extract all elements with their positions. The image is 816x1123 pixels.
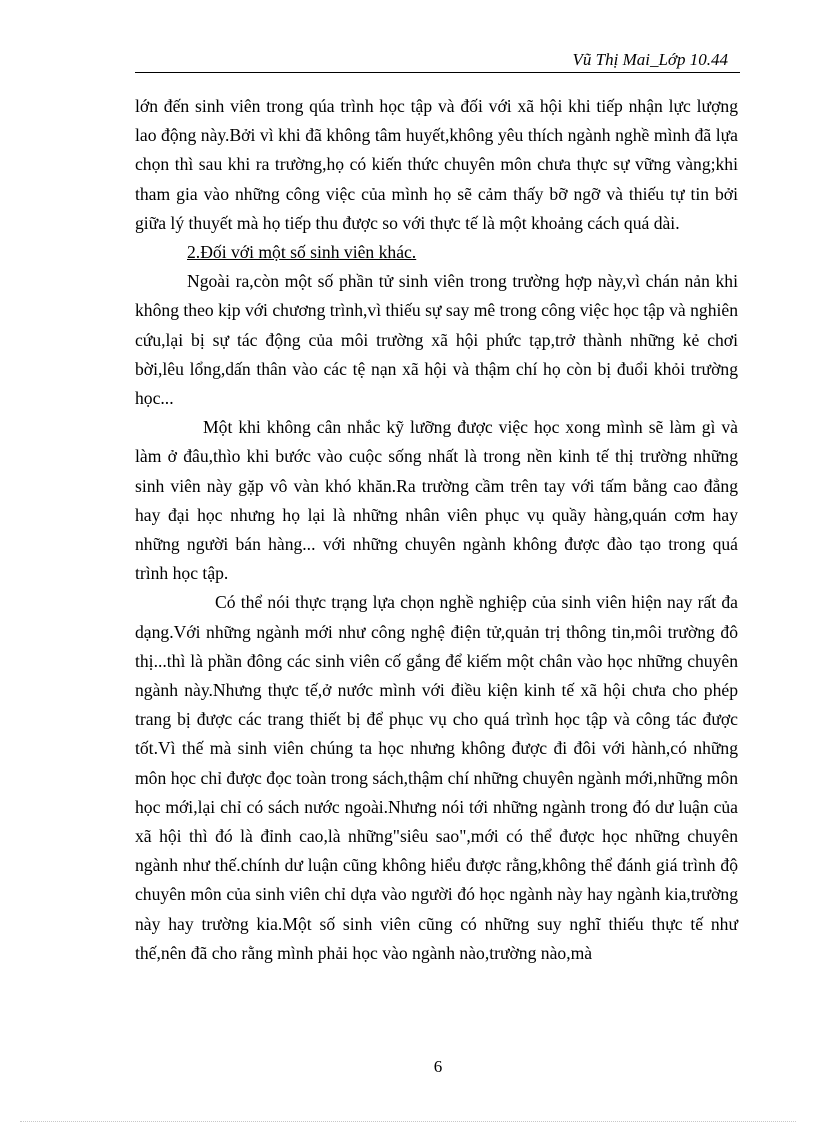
paragraph-after-graduation: Một khi không cân nhắc kỹ lưỡng được việc học xong mình sẽ làm gì và làm ở đâu,thìo khi bước vào cuộc sống nhất là trong nền kinh tế thị trường những sinh viên này gặp vô vàn khó khăn.Ra trường cầm trên tay với tấm bằng cao đẳng hay đại học nhưng họ lại là những nhân viên phục vụ quầy hàng,quán cơm hay những người bán hàng... với những chuyên ngành không được đào tạo trong quá trình học tập.	[135, 417, 738, 584]
page-bottom-edge	[20, 1121, 796, 1122]
section-heading-text: 2.Đối với một số sinh viên khác.	[187, 242, 417, 263]
section-heading	[135, 238, 738, 267]
page-header	[135, 50, 740, 73]
body-text	[135, 92, 738, 968]
page-number: 6	[433, 1057, 443, 1076]
paragraph-other-students: Ngoài ra,còn một số phần tử sinh viên trong trường hợp này,vì chán nản khi không theo kịp với chương trình,vì thiếu sự say mê trong công việc học tập và nghiên cứu,lại bị sự tác động của môi trường xã hội phức tạp,trở thành những kẻ chơi bời,lêu lổng,dấn thân vào các tệ nạn xã hội và thậm chí họ còn bị đuổi khỏi trường học...	[135, 271, 739, 409]
paragraph-continuation: lớn đến sinh viên trong qúa trình học tập và đối với xã hội khi tiếp nhận lực lượng lao động này.Bởi vì khi đã không tâm huyết,không yêu thích ngành nghề mình đã lựa chọn thì sau khi ra trường,họ có kiến thức chuyên môn chưa thực sự vững vàng;khi tham gia vào những công việc của mình họ sẽ cảm thấy bỡ ngỡ và thiếu tự tin bởi giữa lý thuyết mà họ tiếp thu được so với thực tế là một khoảng cách quá dài.	[135, 96, 738, 233]
header-author-class: Vũ Thị Mai_Lớp 10.44	[572, 50, 728, 69]
paragraph-career-choice: Có thể nói thực trạng lựa chọn nghề nghiệp của sinh viên hiện nay rất đa dạng.Với những ngành mới như công nghệ điện tử,quản trị thông tin,môi trường đô thị...thì là phần đông các sinh viên cố gắng để kiếm một chân vào học những chuyên ngành này.Nhưng thực tế,ở nước mình với điều kiện kinh tế xã hội chưa cho phép trang bị được các trang thiết bị để phục vụ cho quá trình học tập và công tác được tốt.Vì thế mà sinh viên chúng ta học nhưng không được đi đôi với hành,có những môn học chỉ được đọc toàn trong sách,thậm chí những chuyên ngành mới,những môn học mới,lại chỉ có sách nước ngoài.Nhưng nói tới những ngành trong đó dư luận của xã hội thì đó là đỉnh cao,là những"siêu sao",mới có thể được học những chuyên ngành như thế.chính dư luận cũng không hiểu được rằng,không thể đánh giá trình độ chuyên môn của sinh viên chỉ dựa vào người đó học ngành này hay ngành kia,trường này hay trường kia.Một số sinh viên cũng có những suy nghĩ thiếu thực tế như thế,nên đã cho rằng mình phải học vào ngành nào,trường nào,mà	[135, 592, 738, 963]
